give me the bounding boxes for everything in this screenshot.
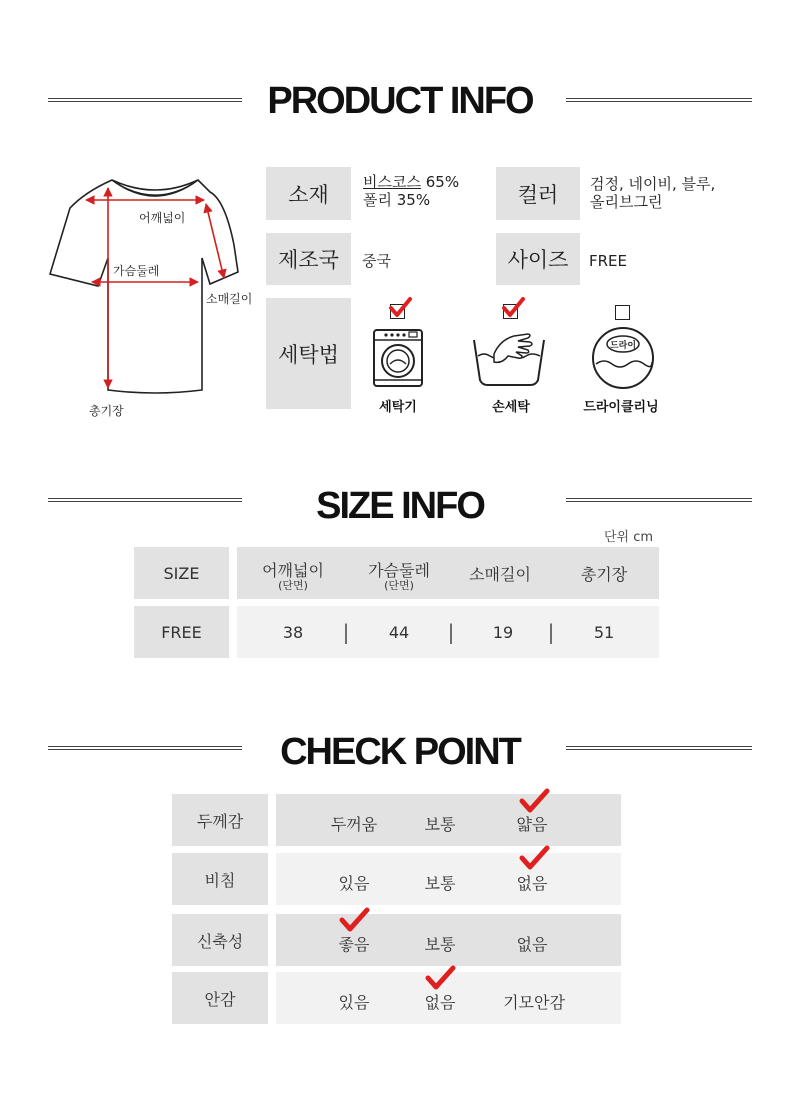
size-value-shoulder: 38 xyxy=(282,623,304,642)
size-value-length: 51 xyxy=(593,623,615,642)
wash-caption-machine: 세탁기 xyxy=(379,400,417,415)
check-icon xyxy=(518,844,550,872)
checkpoint-option: 보통 xyxy=(424,815,456,834)
size-row-free: FREE xyxy=(161,623,202,642)
check-icon xyxy=(387,296,413,320)
checkpoint-label-stretch: 신축성 xyxy=(172,914,268,966)
check-icon xyxy=(338,906,370,934)
size-header-size: SIZE xyxy=(163,564,200,583)
wash-caption-dry: 드라이클리닝 xyxy=(583,400,659,415)
color-label: 컬러 xyxy=(496,167,580,220)
checkpoint-option: 보통 xyxy=(424,874,456,893)
size-value-sleeve: 19 xyxy=(492,623,514,642)
size-label: 사이즈 xyxy=(496,233,580,285)
material-line2: 폴리 35% xyxy=(363,191,431,209)
checkpoint-label-sheerness: 비침 xyxy=(172,853,268,905)
checkpoint-option-selected: 얇음 xyxy=(516,815,548,834)
material-label: 소재 xyxy=(266,167,351,220)
checkpoint-option: 있음 xyxy=(338,874,370,893)
label-sleeve: 소매길이 xyxy=(206,292,253,306)
check-icon xyxy=(518,787,550,815)
label-chest: 가슴둘레 xyxy=(113,264,160,278)
material-line1-a: 비스코스 xyxy=(363,173,421,191)
dry-clean-badge: 드라이 xyxy=(609,341,637,351)
color-line2: 올리브그린 xyxy=(590,193,663,211)
size-header-sleeve: 소매길이 xyxy=(469,565,531,584)
material-value xyxy=(363,173,459,209)
size-value: FREE xyxy=(589,252,628,270)
size-header-shoulder-label: 어깨넓이 xyxy=(262,561,324,580)
washing-machine-icon xyxy=(372,328,424,388)
checkbox-dry-clean[interactable] xyxy=(615,305,630,320)
wash-caption-hand: 손세탁 xyxy=(492,400,530,415)
checkpoint-option: 없음 xyxy=(516,935,548,954)
size-header-chest xyxy=(350,562,448,591)
checkpoint-option: 두꺼움 xyxy=(330,815,378,834)
checkpoint-option-selected: 없음 xyxy=(424,993,456,1012)
label-length: 총기장 xyxy=(89,404,124,418)
size-header-shoulder xyxy=(244,562,342,591)
size-header-chest-label: 가슴둘레 xyxy=(368,561,430,580)
size-header-chest-sub: (단면) xyxy=(384,579,414,592)
label-shoulder: 어깨넓이 xyxy=(139,211,186,225)
color-value xyxy=(590,175,715,211)
checkpoint-option: 보통 xyxy=(424,935,456,954)
size-separator: | xyxy=(447,620,455,644)
checkpoint-option-selected: 없음 xyxy=(516,874,548,893)
checkpoint-option: 기모안감 xyxy=(503,993,565,1012)
size-info-title: SIZE INFO xyxy=(316,485,484,527)
checkpoint-option-selected: 좋음 xyxy=(338,935,370,954)
size-header-shoulder-sub: (단면) xyxy=(278,579,308,592)
hand-wash-icon xyxy=(470,332,548,388)
dry-clean-icon xyxy=(590,326,656,390)
wash-label: 세탁법 xyxy=(266,298,351,409)
check-icon xyxy=(424,964,456,992)
size-separator: | xyxy=(547,620,555,644)
color-line1: 검정, 네이비, 블루, xyxy=(590,175,716,193)
size-separator: | xyxy=(342,620,350,644)
checkpoint-label-thickness: 두께감 xyxy=(172,794,268,846)
check-icon xyxy=(500,296,526,320)
checkpoint-option: 있음 xyxy=(338,993,370,1012)
checkpoint-label-lining: 안감 xyxy=(172,972,268,1024)
size-value-chest: 44 xyxy=(388,623,410,642)
size-header-length: 총기장 xyxy=(580,565,628,584)
material-line1-b: 65% xyxy=(420,173,460,191)
origin-label: 제조국 xyxy=(266,233,351,285)
check-point-title: CHECK POINT xyxy=(280,731,520,773)
size-unit: 단위 cm xyxy=(604,530,654,545)
product-info-title: PRODUCT INFO xyxy=(267,80,533,122)
origin-value: 중국 xyxy=(362,252,391,270)
